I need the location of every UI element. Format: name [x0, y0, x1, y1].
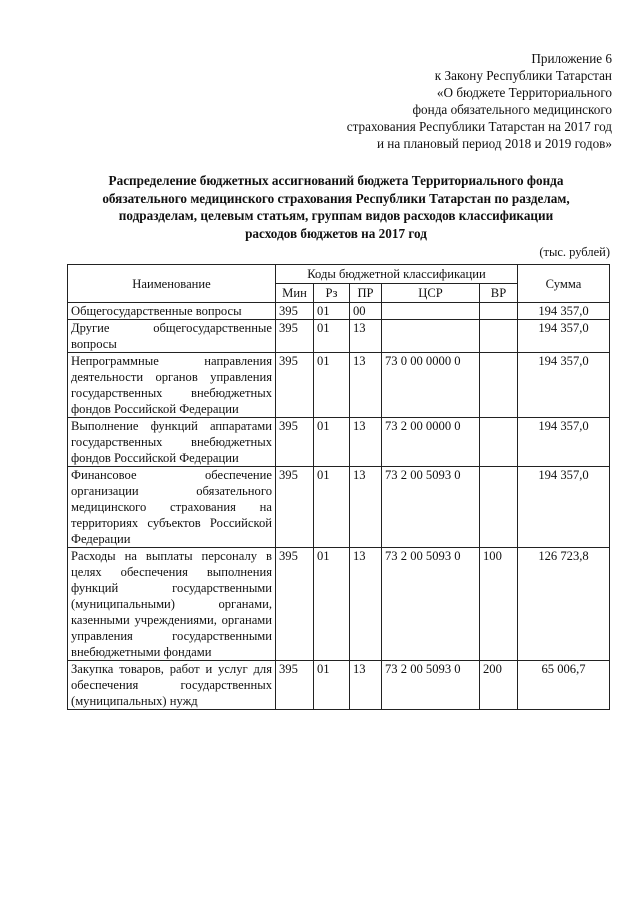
- units-label: (тыс. рублей): [539, 245, 610, 259]
- row-name: Другие общегосударственные вопросы: [68, 320, 276, 353]
- header-csr: ЦСР: [382, 284, 480, 303]
- row-min: 395: [276, 418, 314, 467]
- appendix-header: [347, 50, 612, 152]
- row-name: Непрограммные направления деятельности органов управления государственных внебюджетных фондов Российской Федерации: [68, 353, 276, 418]
- header-codes: Коды бюджетной классификации: [276, 265, 518, 284]
- table-row: [68, 548, 610, 661]
- table-row: [68, 418, 610, 467]
- row-vr: [480, 418, 518, 467]
- appendix-line: и на плановый период 2018 и 2019 годов»: [376, 136, 612, 151]
- table-row: [68, 320, 610, 353]
- row-min: 395: [276, 353, 314, 418]
- header-min: Мин: [276, 284, 314, 303]
- header-pr: ПР: [350, 284, 382, 303]
- row-vr: [480, 320, 518, 353]
- row-vr: [480, 467, 518, 548]
- row-csr: 73 2 00 5093 0: [382, 661, 480, 710]
- title-line: обязательного медицинского страхования Республики Татарстан по разделам,: [102, 190, 570, 206]
- header-name: Наименование: [68, 265, 276, 303]
- title-line: расходов бюджетов на 2017 год: [245, 225, 427, 241]
- row-pr: 13: [350, 418, 382, 467]
- table-row: [68, 661, 610, 710]
- row-csr: [382, 320, 480, 353]
- table-row: [68, 303, 610, 320]
- row-pr: 13: [350, 548, 382, 661]
- appendix-line: фонда обязательного медицинского: [412, 102, 612, 117]
- row-min: 395: [276, 303, 314, 320]
- table-body: [68, 303, 610, 710]
- row-name: Расходы на выплаты персоналу в целях обеспечения выполнения функций государственными (муниципальными) органами, казенными учреждениями, органами управления государственными внебюджетными фондами: [68, 548, 276, 661]
- title-line: подразделам, целевым статьям, группам видов расходов классификации: [118, 208, 554, 223]
- appendix-line: к Закону Республики Татарстан: [434, 68, 612, 83]
- row-name: Выполнение функций аппаратами государственных внебюджетных фондов Российской Федерации: [68, 418, 276, 467]
- title-line: Распределение бюджетных ассигнований бюджета Территориального фонда: [108, 173, 564, 188]
- table-row: [68, 353, 610, 418]
- row-csr: 73 2 00 5093 0: [382, 548, 480, 661]
- row-csr: 73 0 00 0000 0: [382, 353, 480, 418]
- header-rz: Рз: [314, 284, 350, 303]
- row-name: Закупка товаров, работ и услуг для обеспечения государственных (муниципальных) нужд: [68, 661, 276, 710]
- row-rz: 01: [314, 320, 350, 353]
- appendix-line: Приложение 6: [531, 51, 612, 66]
- row-min: 395: [276, 467, 314, 548]
- row-vr: 100: [480, 548, 518, 661]
- table-header: [68, 265, 610, 303]
- row-rz: 01: [314, 303, 350, 320]
- row-sum: 194 357,0: [518, 353, 610, 418]
- row-pr: 13: [350, 320, 382, 353]
- header-sum: Сумма: [518, 265, 610, 303]
- row-sum: 65 006,7: [518, 661, 610, 710]
- appendix-line: страхования Республики Татарстан на 2017 год: [346, 119, 612, 134]
- row-sum: 194 357,0: [518, 320, 610, 353]
- row-rz: 01: [314, 418, 350, 467]
- document-title: [60, 172, 612, 242]
- row-sum: 194 357,0: [518, 467, 610, 548]
- row-rz: 01: [314, 661, 350, 710]
- budget-table: [67, 264, 610, 710]
- row-sum: 194 357,0: [518, 303, 610, 320]
- header-vr: ВР: [480, 284, 518, 303]
- row-csr: 73 2 00 0000 0: [382, 418, 480, 467]
- row-min: 395: [276, 320, 314, 353]
- row-vr: 200: [480, 661, 518, 710]
- row-rz: 01: [314, 353, 350, 418]
- row-rz: 01: [314, 467, 350, 548]
- row-min: 395: [276, 548, 314, 661]
- row-pr: 13: [350, 661, 382, 710]
- row-pr: 13: [350, 467, 382, 548]
- row-pr: 13: [350, 353, 382, 418]
- row-name: Общегосударственные вопросы: [68, 303, 276, 320]
- appendix-line: «О бюджете Территориального: [436, 85, 612, 100]
- row-pr: 00: [350, 303, 382, 320]
- row-sum: 126 723,8: [518, 548, 610, 661]
- row-vr: [480, 303, 518, 320]
- row-min: 395: [276, 661, 314, 710]
- row-sum: 194 357,0: [518, 418, 610, 467]
- row-csr: 73 2 00 5093 0: [382, 467, 480, 548]
- row-csr: [382, 303, 480, 320]
- row-name: Финансовое обеспечение организации обязательного медицинского страхования на территориях субъектов Российской Федерации: [68, 467, 276, 548]
- row-rz: 01: [314, 548, 350, 661]
- row-vr: [480, 353, 518, 418]
- table-row: [68, 467, 610, 548]
